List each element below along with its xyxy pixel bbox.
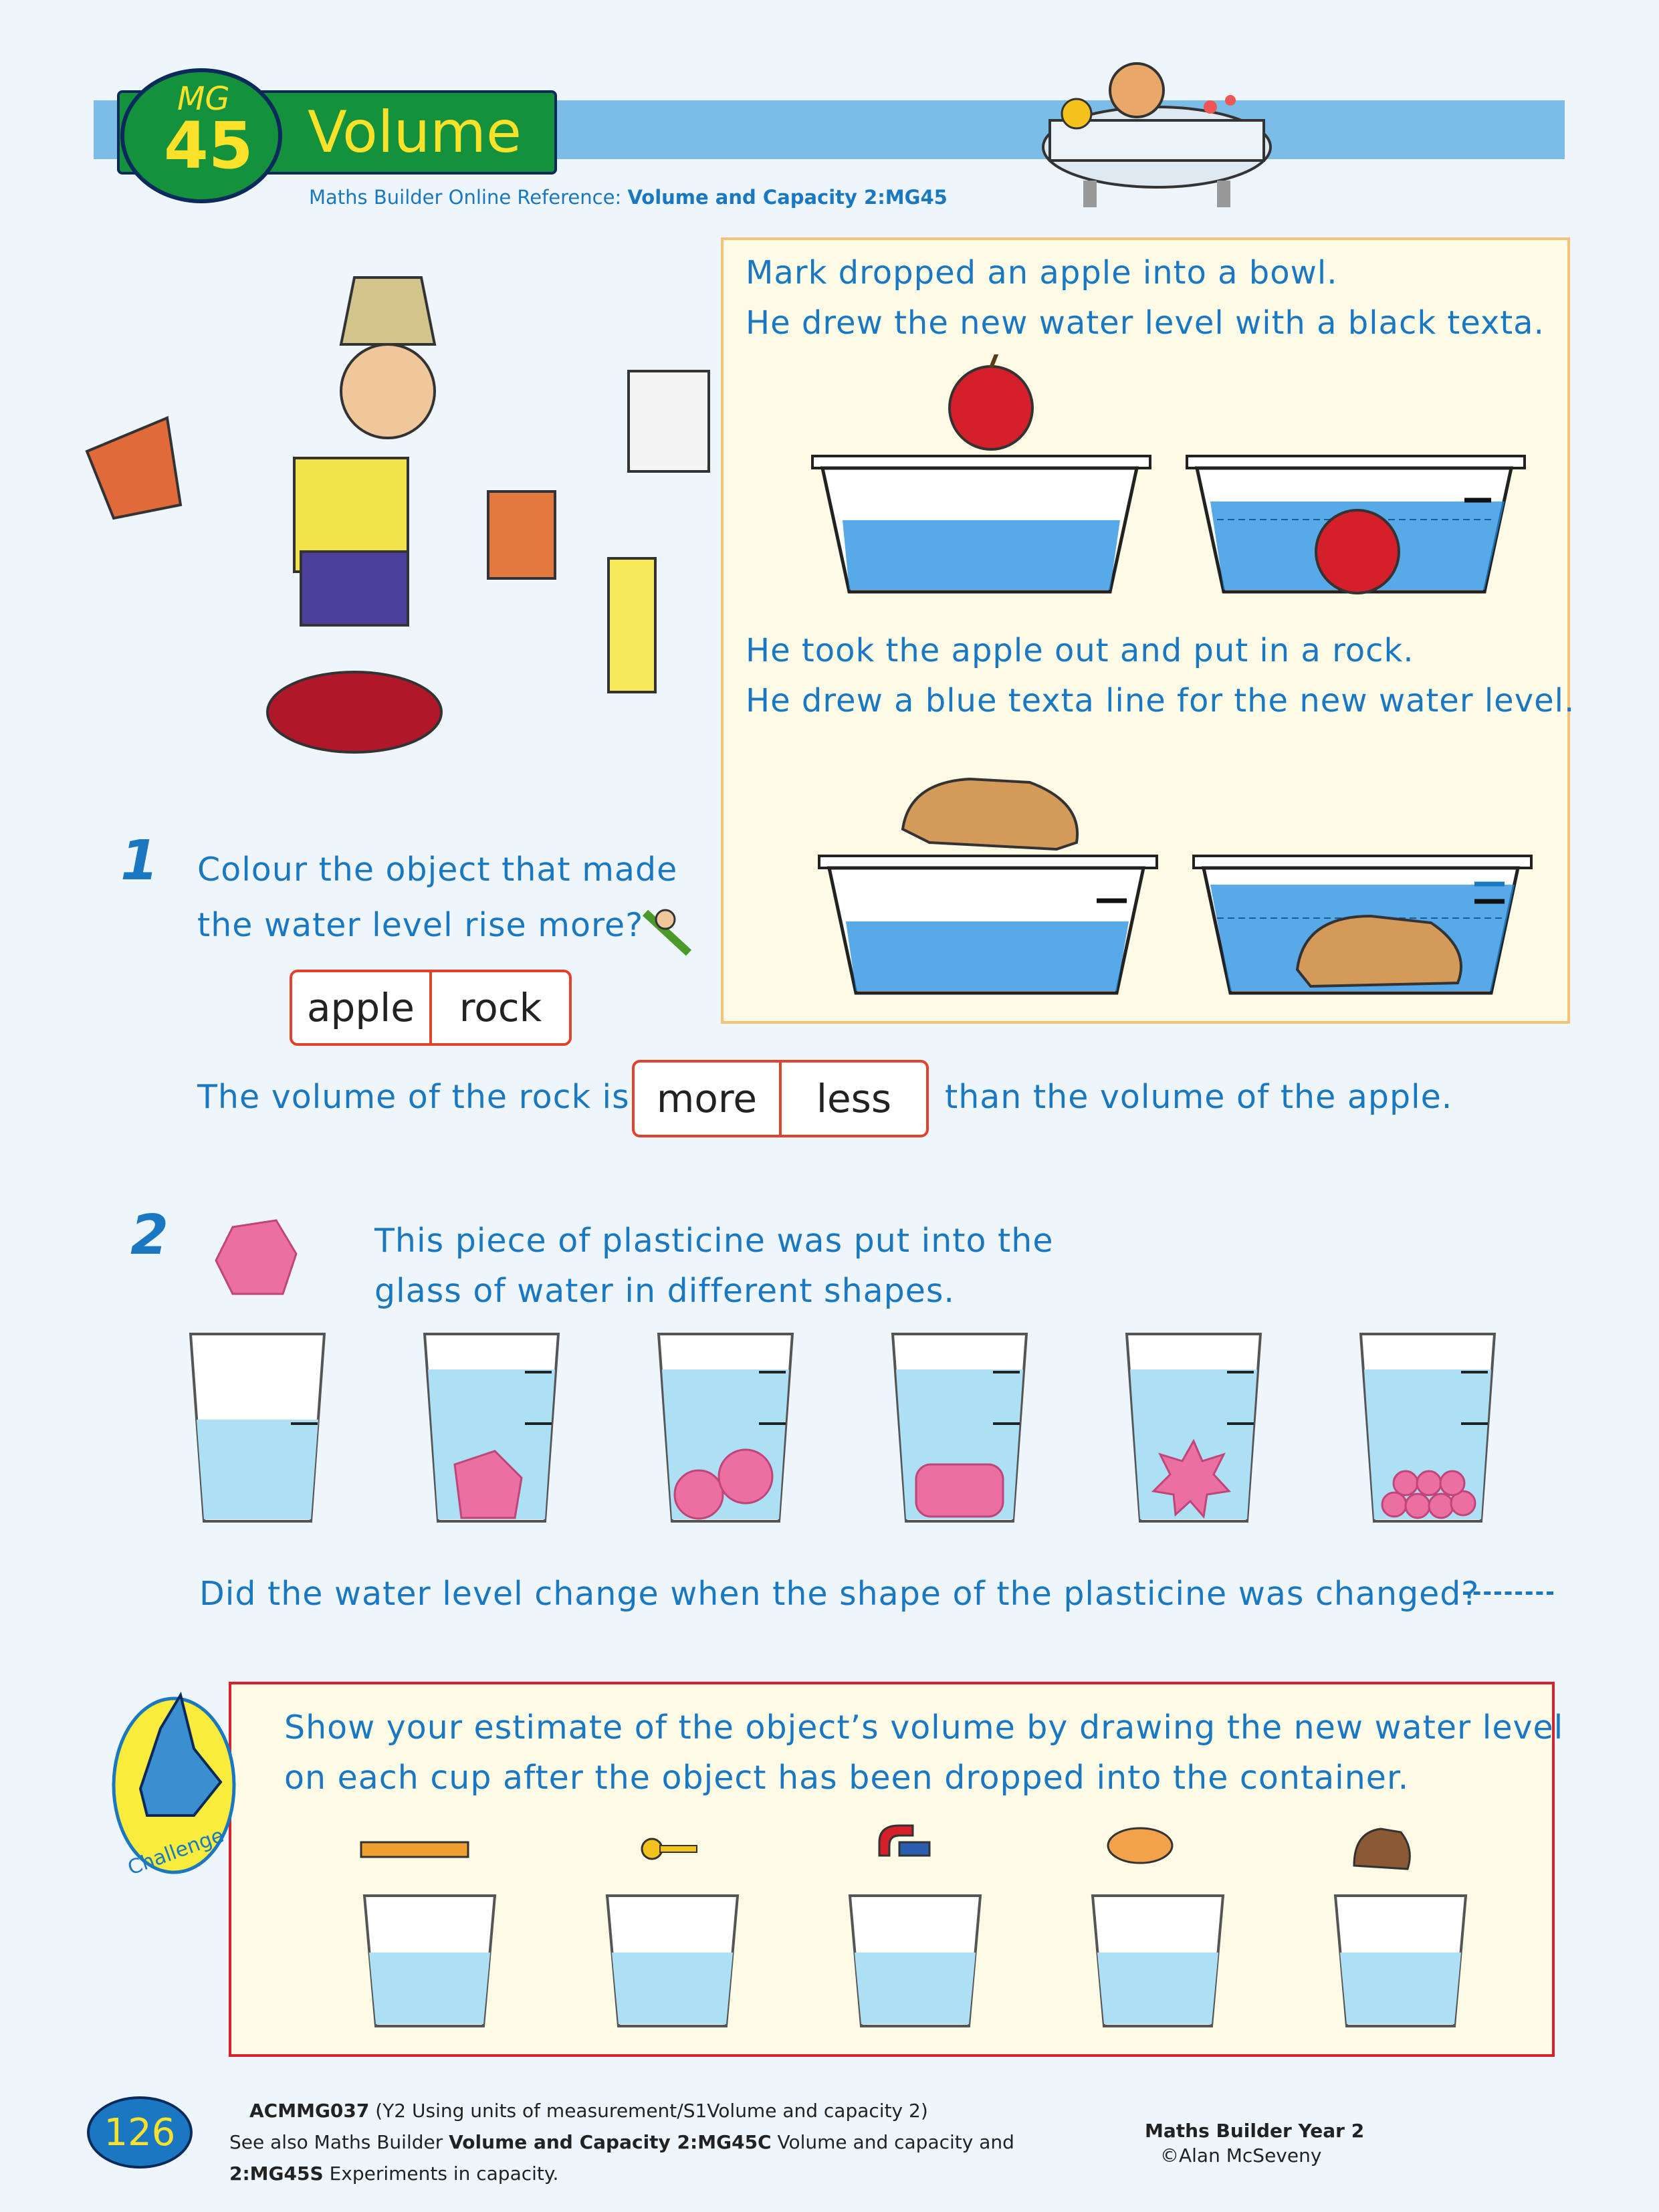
question-1-number: 1 [120,829,159,893]
choice-less[interactable]: less [779,1063,926,1135]
page-number: 126 [87,2096,193,2169]
volume-sentence-start: The volume of the rock is [197,1078,630,1116]
cup-4 [1093,1896,1223,2026]
apple-icon [950,354,1032,449]
glass-empty [191,1334,324,1521]
glass-two-pieces [659,1334,792,1521]
magnet-icon [879,1826,929,1856]
glass-flat [893,1334,1026,1521]
ruler-icon [361,1842,468,1857]
plasticine-icon [213,1214,300,1301]
plasticine-glasses [187,1331,1538,1531]
see-also: See also Maths Builder Volume and Capacity 2:MG45C Volume and capacity and [229,2131,1014,2153]
object-choice[interactable] [290,970,572,1046]
cup-1 [364,1896,495,2026]
curriculum-code: ACMMG037 (Y2 Using units of measurement/S1Volume and capacity 2) [249,2100,928,2122]
book-title: Maths Builder Year 2 [1145,2120,1365,2142]
comparison-choice[interactable] [632,1060,929,1137]
online-reference: Maths Builder Online Reference: Volume and Capacity 2:MG45 [309,186,948,209]
shell-icon [1108,1828,1172,1863]
cup-3 [850,1896,980,2026]
question-2-number: 2 [130,1204,169,1267]
page-title: Volume [308,99,522,166]
panel-line-3: He took the apple out and put in a rock. [746,632,1414,669]
cup-5 [1335,1896,1466,2026]
rock-icon [1354,1829,1410,1869]
rock-icon [903,779,1077,849]
bathtub-illustration [1023,27,1291,227]
badge-prefix: MG [177,80,230,118]
glass-balls [1361,1334,1495,1521]
panel-line-1: Mark dropped an apple into a bowl. [746,254,1338,292]
panel-line-2: He drew the new water level with a black texta. [746,304,1545,342]
rock-bowls [816,742,1545,996]
apple-bowls [809,354,1545,602]
question-2-line-2: glass of water in different shapes. [374,1272,955,1310]
question-2-prompt: Did the water level change when the shape of the plasticine was changed? [199,1575,1480,1613]
volume-sentence-end: than the volume of the apple. [945,1078,1453,1116]
cup-2 [607,1896,738,2026]
challenge-line-1: Show your estimate of the object’s volume by drawing the new water level [284,1708,1564,1747]
question-1-line-2: the water level rise more? [197,906,644,944]
answer-line[interactable] [1463,1591,1553,1595]
boy-with-containers-illustration [74,237,756,772]
pencil-character-icon [639,899,702,960]
question-2-line-1: This piece of plasticine was put into the [374,1222,1054,1260]
glass-lump [425,1334,558,1521]
choice-more[interactable]: more [656,1076,758,1121]
choice-rock[interactable]: rock [429,972,569,1043]
choice-apple[interactable]: apple [307,985,415,1030]
badge-number: 45 [164,108,253,183]
challenge-cups [358,1819,1481,2033]
glass-star [1127,1334,1260,1521]
challenge-label: Challenge [124,1823,227,1880]
see-also-continued: 2:MG45S Experiments in capacity. [229,2163,559,2185]
panel-line-4: He drew a blue texta line for the new water level. [746,682,1575,720]
copyright: ©Alan McSeveny [1160,2144,1322,2167]
question-1-line-1: Colour the object that made [197,851,678,889]
challenge-line-2: on each cup after the object has been dropped into the container. [284,1759,1410,1797]
key-icon [642,1839,697,1859]
